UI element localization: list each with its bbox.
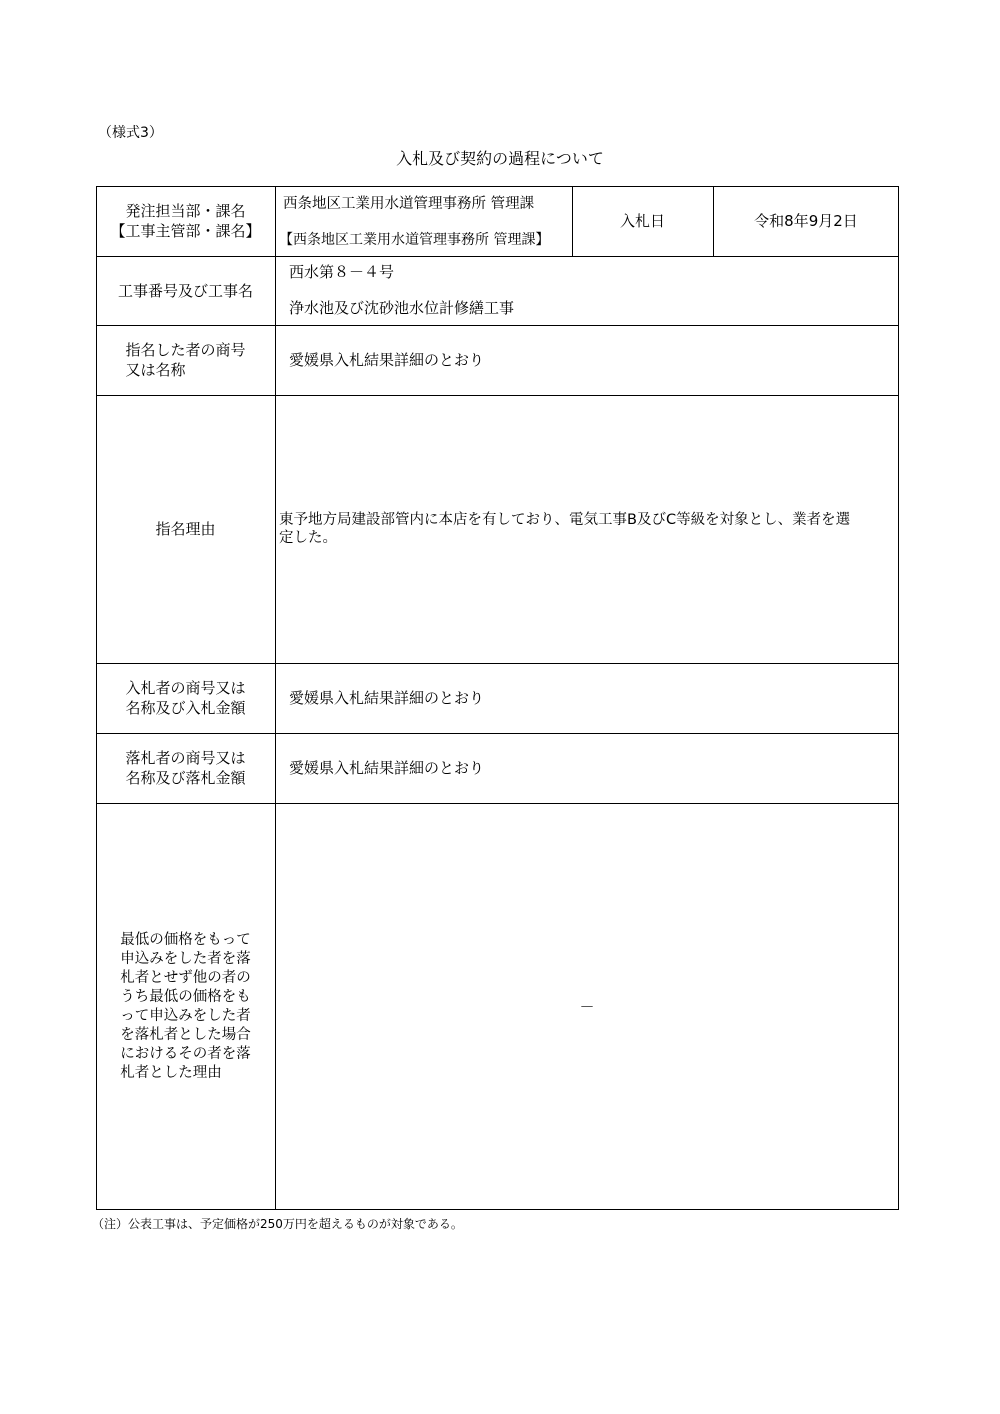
bid-date-value: 令和8年9月2日 — [754, 212, 858, 230]
bidders-label — [96, 663, 275, 733]
work-name: 浄水池及び沈砂池水位計修繕工事 — [289, 299, 515, 317]
bid-date-label: 入札日 — [619, 212, 665, 230]
lowest-label-line: 最低の価格をもって — [120, 931, 251, 948]
reason-value — [279, 511, 895, 547]
designated-value: 愛媛県入札結果詳細のとおり — [289, 351, 485, 369]
dept-label-line: 発注担当部・課名 — [125, 202, 246, 220]
designated-label — [96, 325, 275, 395]
lowest-label-line: 札者とせず他の者の — [120, 969, 251, 986]
dept-label-line: 【工事主管部・課名】 — [110, 222, 261, 240]
bidders-value: 愛媛県入札結果詳細のとおり — [289, 689, 485, 707]
lowest-label-line: におけるその者を落 — [120, 1045, 251, 1062]
reason-text: 東予地方局建設部管内に本店を有しており、電気工事B及びC等級を対象とし、業者を選 — [279, 512, 851, 528]
lowest-value: － — [579, 997, 595, 1016]
designated-label-line: 又は名称 — [125, 361, 186, 379]
bidders-label-line: 名称及び入札金額 — [125, 699, 246, 717]
lowest-label-line: って申込みをした者 — [120, 1007, 251, 1024]
managing-dept: 【西条地区工業用水道管理事務所 管理課】 — [279, 232, 550, 248]
lowest-label-line: うち最低の価格をも — [120, 988, 251, 1005]
lowest-label-line: 申込みをした者を落 — [120, 950, 251, 967]
page-title: 入札及び契約の過程について — [396, 149, 604, 168]
winner-value: 愛媛県入札結果詳細のとおり — [289, 759, 485, 777]
lowest-label-line: 札者とした理由 — [120, 1064, 222, 1081]
lowest-label — [96, 803, 275, 1210]
form-label: （様式3） — [98, 125, 163, 141]
winner-label — [96, 733, 275, 803]
lowest-label-line: を落札者とした場合 — [120, 1026, 251, 1043]
reason-text: 定した。 — [279, 530, 337, 546]
dept-value — [279, 194, 571, 250]
bidders-label-line: 入札者の商号又は — [125, 679, 246, 697]
work-number: 西水第８－４号 — [289, 263, 395, 281]
dept-label — [96, 186, 275, 256]
winner-label-line: 名称及び落札金額 — [125, 769, 246, 787]
ordering-dept: 西条地区工業用水道管理事務所 管理課 — [283, 196, 535, 212]
work-value — [289, 262, 869, 318]
designated-label-line: 指名した者の商号 — [125, 341, 246, 359]
footnote: （注）公表工事は、予定価格が250万円を超えるものが対象である。 — [92, 1217, 463, 1231]
work-label: 工事番号及び工事名 — [117, 281, 253, 300]
reason-label: 指名理由 — [155, 520, 216, 538]
winner-label-line: 落札者の商号又は — [125, 749, 246, 767]
